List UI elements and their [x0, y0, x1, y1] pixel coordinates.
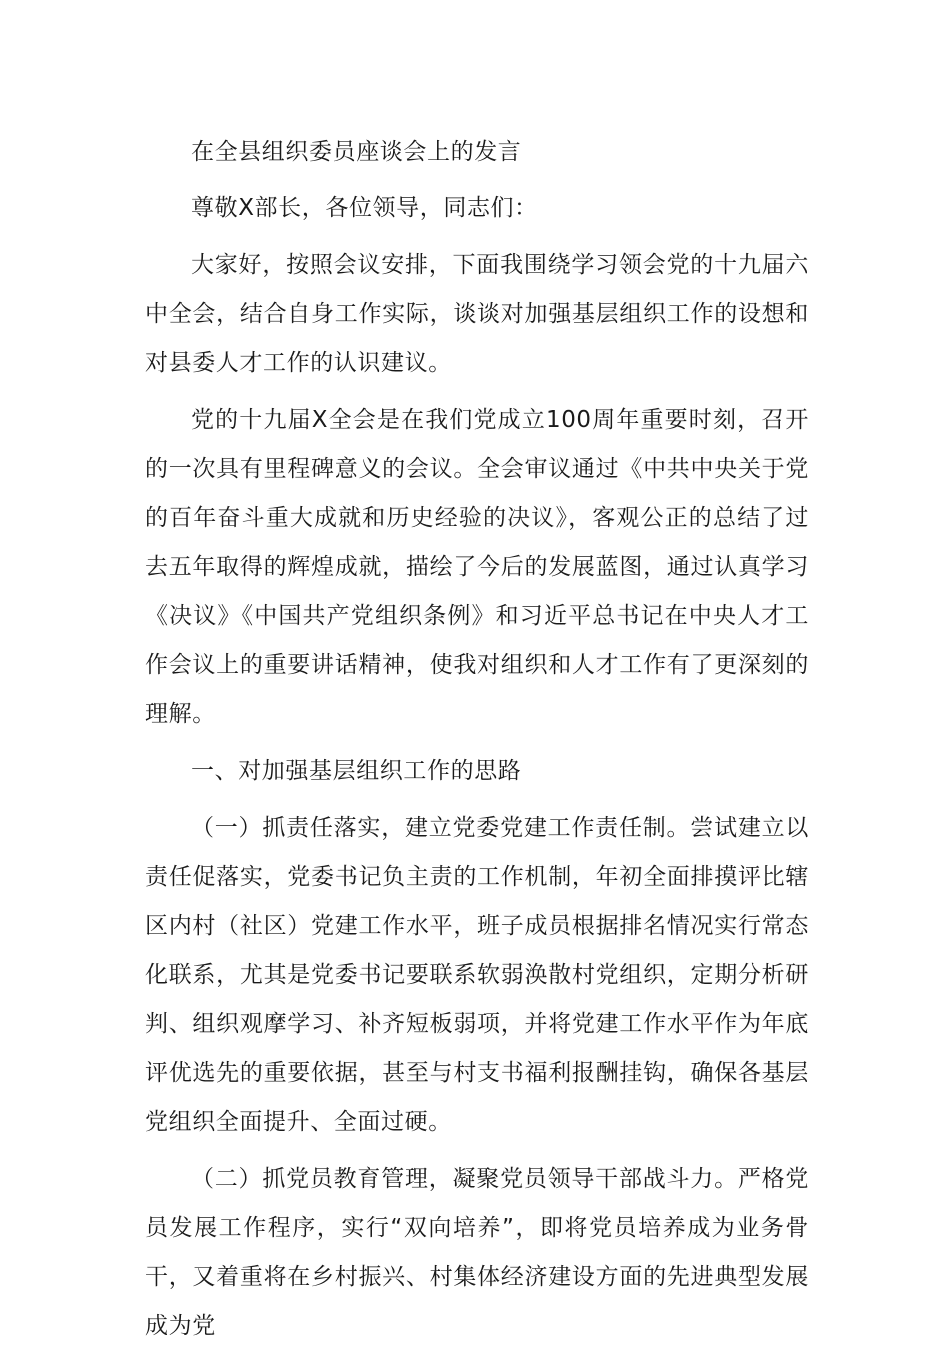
paragraph-opening: 大家好，按照会议安排，下面我围绕学习领会党的十九届六中全会，结合自身工作实际，谈谈对加强基层组织工作的设想和对县委人才工作的认识建议。: [145, 252, 809, 376]
paragraph-party-member-education: （二）抓党员教育管理，凝聚党员领导干部战斗力。严格党员发展工作程序，实行“双向培养”，即将党员培养成为业务骨干，又着重将在乡村振兴、村集体经济建设方面的先进典型发展成为党: [145, 1166, 809, 1339]
salutation: 尊敬X部长，各位领导，同志们：: [191, 195, 538, 221]
speech-title: 在全县组织委员座谈会上的发言: [191, 139, 522, 165]
paragraph-plenum-significance: 党的十九届X全会是在我们党成立100周年重要时刻，召开的一次具有里程碑意义的会议。全会审议通过《中共中央关于党的百年奋斗重大成就和历史经验的决议》，客观公正的总结了过去五年取得的辉煌成就，描绘了今后的发展蓝图，通过认真学习《决议》《中国共产党组织条例》和习近平总书记在中央人才工作会议上的重要讲话精神，使我对组织和人才工作有了更深刻的理解。: [145, 407, 809, 727]
paragraph-responsibility: （一）抓责任落实，建立党委党建工作责任制。尝试建立以责任促落实，党委书记负主责的工作机制，年初全面排摸评比辖区内村（社区）党建工作水平，班子成员根据排名情况实行常态化联系，尤其是党委书记要联系软弱涣散村党组织，定期分析研判、组织观摩学习、补齐短板弱项，并将党建工作水平作为年底评优选先的重要依据，甚至与村支书福利报酬挂钩，确保各基层党组织全面提升、全面过硬。: [145, 815, 809, 1135]
document-body: [145, 128, 809, 1359]
section-heading-1: 一、对加强基层组织工作的思路: [191, 758, 522, 784]
